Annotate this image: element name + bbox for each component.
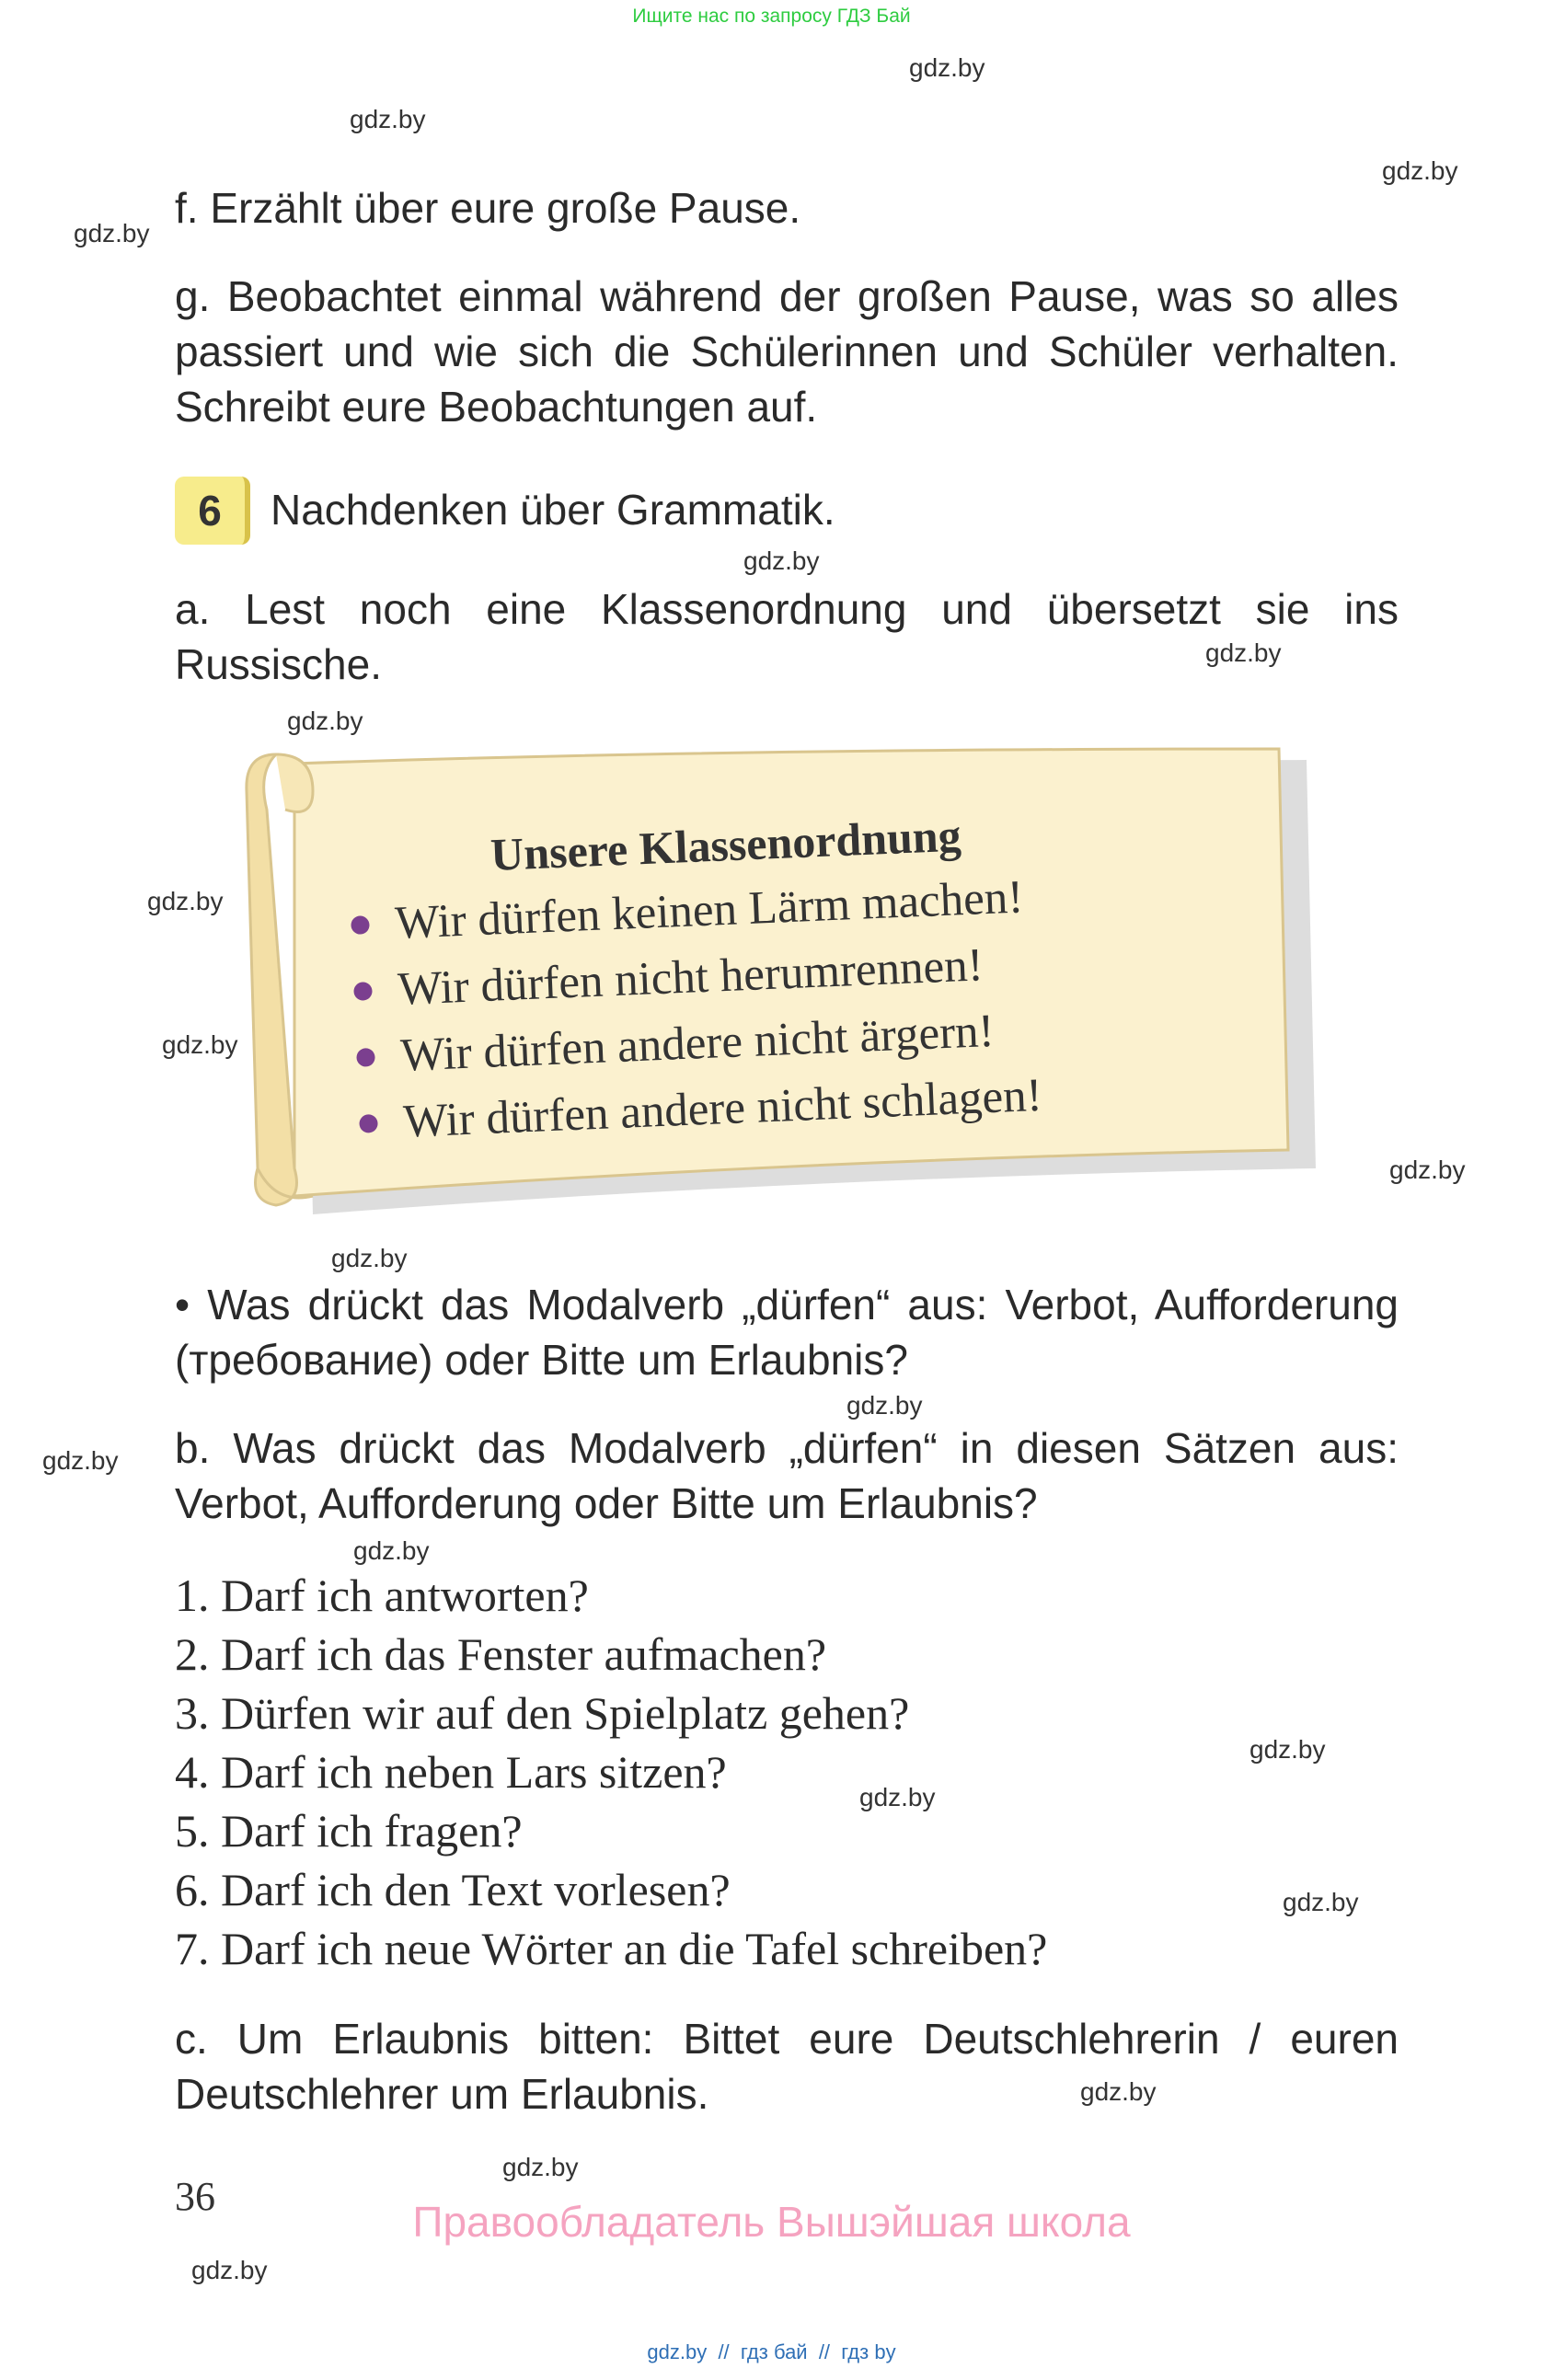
watermark: gdz.by bbox=[74, 219, 150, 247]
watermark: gdz.by bbox=[1382, 156, 1458, 185]
watermark: gdz.by bbox=[846, 1391, 923, 1420]
watermark: gdz.by bbox=[743, 546, 820, 575]
top-banner[interactable]: Ищите нас по запросу ГДЗ Бай bbox=[632, 6, 911, 27]
watermark: gdz.by bbox=[859, 1783, 936, 1811]
sentence-item: 4. Darf ich neben Lars sitzen? bbox=[175, 1746, 727, 1798]
sentence-item: 5. Darf ich fragen? bbox=[175, 1805, 523, 1857]
rule-text: Wir dürfen andere nicht schlagen! bbox=[402, 1069, 1043, 1148]
task-c: c. Um Erlaubnis bitten: Bittet eure Deutschlehrerin / euren Deutschlehrer um Erlaubnis. bbox=[175, 2015, 1399, 2118]
watermark: gdz.by bbox=[353, 1536, 430, 1565]
sentence-list bbox=[175, 1566, 1047, 1978]
sentence-item: 7. Darf ich neue Wörter an die Tafel schreiben? bbox=[175, 1923, 1048, 1974]
watermark: gdz.by bbox=[191, 2256, 268, 2284]
watermark: gdz.by bbox=[287, 707, 363, 735]
task-b: b. Was drückt das Modalverb „dürfen“ in diesen Sätzen aus: Verbot, Aufforderung oder Bitte um Erlaubnis? bbox=[175, 1424, 1399, 1527]
watermark: gdz.by bbox=[1249, 1735, 1326, 1764]
task-a: a. Lest noch eine Klassenordnung und übersetzt sie ins Russische. bbox=[175, 585, 1399, 688]
sentence-item: 1. Darf ich antworten? bbox=[175, 1569, 589, 1621]
watermark: gdz.by bbox=[162, 1030, 238, 1059]
copyright-notice: Правообладатель Вышэйшая школа bbox=[412, 2198, 1131, 2246]
watermark: gdz.by bbox=[331, 1244, 408, 1272]
rule-text: Wir dürfen andere nicht ärgern! bbox=[399, 1005, 996, 1082]
sentence-item: 2. Darf ich das Fenster aufmachen? bbox=[175, 1628, 827, 1680]
watermark: gdz.by bbox=[1080, 2077, 1157, 2106]
sentence-item: 6. Darf ich den Text vorlesen? bbox=[175, 1864, 731, 1915]
scroll-rules bbox=[350, 864, 1043, 1157]
watermark: gdz.by bbox=[42, 1446, 119, 1475]
exercise-title: Nachdenken über Grammatik. bbox=[271, 486, 835, 534]
bullet-icon bbox=[351, 915, 370, 935]
scroll-title: Unsere Klassenordnung bbox=[489, 809, 962, 880]
rule-text: Wir dürfen nicht herumrennen! bbox=[397, 939, 985, 1016]
watermark: gdz.by bbox=[147, 887, 224, 915]
task-g: g. Beobachtet einmal während der großen Pause, was so alles passiert und wie sich die Schülerinnen und Schüler verhalten. Schreibt eure Beobachtungen auf. bbox=[175, 272, 1399, 431]
watermark: gdz.by bbox=[909, 53, 985, 82]
watermark: gdz.by bbox=[1283, 1888, 1359, 1916]
watermark: gdz.by bbox=[1389, 1156, 1466, 1184]
bullet-icon bbox=[353, 982, 373, 1001]
page-number: 36 bbox=[175, 2174, 215, 2219]
task-f: f. Erzählt über eure große Pause. bbox=[175, 184, 801, 232]
exercise-number-badge: 6 bbox=[175, 477, 250, 545]
watermark: gdz.by bbox=[1205, 638, 1282, 667]
sentence-item: 3. Dürfen wir auf den Spielplatz gehen? bbox=[175, 1687, 910, 1739]
question-text: • Was drückt das Modalverb „dürfen“ aus: Verbot, Aufforderung (требование) oder Bitte um Erlaubnis? bbox=[175, 1281, 1399, 1384]
bullet-icon bbox=[356, 1048, 375, 1067]
rule-text: Wir dürfen keinen Lärm machen! bbox=[394, 871, 1025, 949]
bullet-icon bbox=[359, 1114, 378, 1133]
watermark: gdz.by bbox=[502, 2153, 579, 2181]
footer-links[interactable]: gdz.by // гдз бай // гдз by bbox=[647, 2340, 896, 2363]
watermark: gdz.by bbox=[350, 105, 426, 133]
